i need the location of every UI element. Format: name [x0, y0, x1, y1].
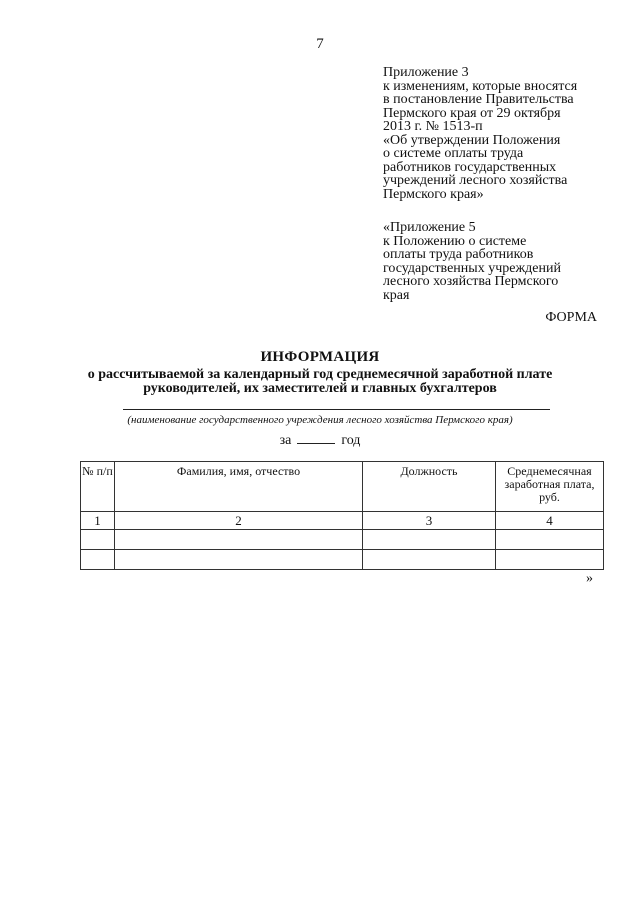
appendix-line: к изменениям, которые вносятся [383, 78, 578, 94]
header-position: Должность [363, 462, 496, 512]
table-number-row [81, 512, 604, 530]
subtitle-line: руководителей, их заместителей и главных бухгалтеров [143, 381, 497, 396]
header-average-salary: Среднемесячная заработная плата, руб. [496, 462, 604, 512]
appendix-line: Пермского края» [383, 186, 484, 202]
table-cell: 2 [115, 512, 363, 530]
table-cell [363, 530, 496, 550]
appendix-line: 2013 г. № 1513-п [383, 119, 483, 134]
appendix-line: в постановление Правительства [383, 92, 574, 107]
table-row [81, 530, 604, 550]
table-row [81, 550, 604, 570]
organization-name-line [123, 409, 550, 410]
document-subtitle [0, 368, 640, 396]
table-cell [81, 530, 115, 550]
table-cell: 1 [81, 512, 115, 530]
year-blank [297, 431, 335, 444]
appendix-line: Приложение 3 [383, 65, 469, 80]
appendix-line: государственных учреждений [383, 260, 561, 276]
document-title: ИНФОРМАЦИЯ [260, 349, 380, 365]
table-cell [115, 530, 363, 550]
appendix-5-block [383, 221, 613, 302]
year-suffix: год [341, 433, 361, 448]
year-line [0, 431, 640, 449]
table-cell [363, 550, 496, 570]
table-cell [115, 550, 363, 570]
form-label: ФОРМА [545, 310, 597, 325]
header-full-name: Фамилия, имя, отчество [115, 462, 363, 512]
appendix-3-block [383, 66, 613, 201]
salary-form-table [80, 461, 604, 570]
appendix-line: края [383, 287, 410, 303]
appendix-line: к Положению о системе [383, 233, 527, 249]
page-number: 7 [316, 36, 324, 52]
appendix-line: учреждений лесного хозяйства [383, 173, 568, 188]
closing-quote: » [586, 571, 593, 586]
table-header-row [81, 462, 604, 512]
subtitle-line: о рассчитываемой за календарный год среднемесячной заработной плате [87, 367, 553, 382]
appendix-line: о системе оплаты труда [383, 146, 524, 161]
year-prefix: за [279, 433, 292, 448]
appendix-line: Пермского края от 29 октября [383, 105, 561, 121]
appendix-line: оплаты труда работников [383, 247, 534, 262]
table-cell: 3 [363, 512, 496, 530]
appendix-line: работников государственных [383, 159, 557, 175]
table-cell [81, 550, 115, 570]
table-cell: 4 [496, 512, 604, 530]
appendix-line: лесного хозяйства Пермского [383, 274, 559, 289]
appendix-line: «Приложение 5 [383, 220, 476, 235]
table-cell [496, 530, 604, 550]
organization-caption: (наименование государственного учреждения лесного хозяйства Пермского края) [127, 414, 513, 426]
appendix-line: «Об утверждении Положения [383, 132, 561, 148]
header-number: № п/п [81, 462, 115, 512]
table-cell [496, 550, 604, 570]
